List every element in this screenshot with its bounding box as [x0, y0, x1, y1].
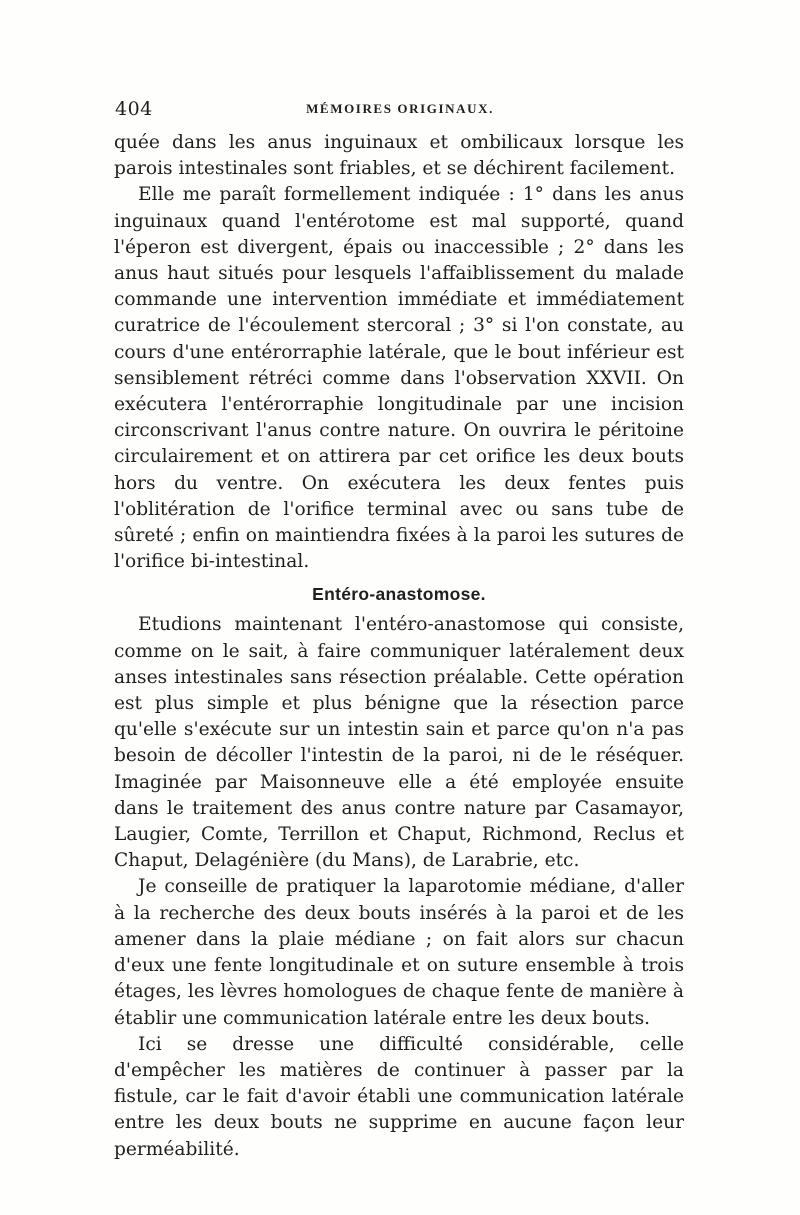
page-number: 404: [115, 98, 153, 120]
paragraph-indications: Elle me paraît formellement indiquée : 1° dans les anus inguinaux quand l'entérotome est mal supporté, quand l'éperon est divergent, épais ou inaccessible ; 2° dans les anus haut situés pour lesquels l'affaiblissement du malade commande une intervention immédiate et immédiatement curatrice de l'écoulement stercoral ; 3° si l'on constate, au cours d'une entérorraphie latérale, que le bout inférieur est sensiblement rétréci comme dans l'observation XXVII. On exécutera l'entérorraphie longitudinale par une incision circonscrivant l'anus contre nature. On ouvrira le péritoine circulairement et on attirera par cet orifice les deux bouts hors du ventre. On exécutera les deux fentes puis l'oblitération de l'orifice terminal avec ou sans tube de sûreté ; enfin on maintiendra fixées à la paroi les sutures de l'orifice bi-intestinal.: [114, 184, 684, 573]
section-heading: Entéro-anastomose.: [312, 584, 486, 605]
paragraph-continued: quée dans les anus inguinaux et ombilicaux lorsque les parois intestinales sont friables, et se déchirent facilement.: [114, 132, 684, 180]
running-head: [115, 98, 685, 126]
paragraph-difficulte: Ici se dresse une difficulté considérable, celle d'empêcher les matières de continuer à passer par la fistule, car le fait d'avoir établi une communication latérale entre les deux bouts ne supprime en aucune façon leur perméabilité.: [114, 1033, 684, 1160]
paragraph-entero-anastomose: Etudions maintenant l'entéro-anastomose qui consiste, comme on le sait, à faire communiquer latéralement deux anses intestinales sans résection préalable. Cette opération est plus simple et plus bénigne que la résection parce qu'elle s'exécute sur un intestin sain et parce qu'on n'a pas besoin de décoller l'intestin de la paroi, ni de le réséquer. Imaginée par Maisonneuve elle a été employée ensuite dans le traitement des anus contre nature par Casamayor, Laugier, Comte, Terrillon et Chaput, Richmond, Reclus et Chaput, Delagénière (du Mans), de Larabrie, etc.: [114, 614, 684, 872]
running-title: MÉMOIRES ORIGINAUX.: [306, 101, 494, 116]
body-text: [114, 130, 684, 1163]
paragraph-laparotomie: Je conseille de pratiquer la laparotomie médiane, d'aller à la recherche des deux bouts insérés à la paroi et de les amener dans la plaie médiane ; on fait alors sur chacun d'eux une fente longitudinale et on suture ensemble à trois étages, les lèvres homologues de chaque fente de manière à établir une communication latérale entre les deux bouts.: [114, 876, 684, 1029]
